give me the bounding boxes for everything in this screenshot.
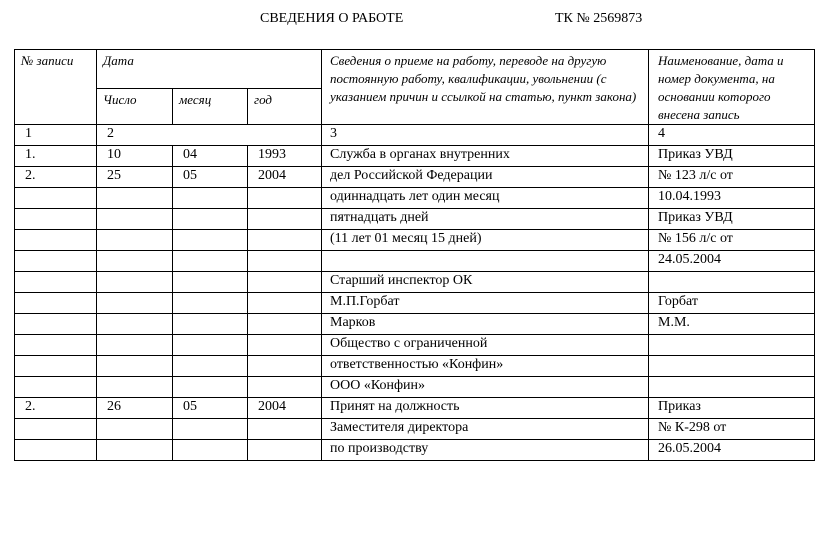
cell-record-number: 2.	[15, 167, 97, 188]
table-row	[15, 314, 815, 335]
cell-document: Приказ УВД	[649, 209, 815, 230]
cell-year	[248, 293, 322, 314]
cell-work-info: М.П.Горбат	[322, 293, 649, 314]
cell-record-number	[15, 377, 97, 398]
cell-day	[97, 188, 173, 209]
cell-record-number	[15, 356, 97, 377]
cell-year	[248, 230, 322, 251]
cell-day: 10	[97, 146, 173, 167]
header-record-number: № записи	[15, 50, 97, 125]
table-row	[15, 230, 815, 251]
cell-work-info: Принят на должность	[322, 398, 649, 419]
cell-month	[173, 188, 248, 209]
cell-document: № 156 л/с от	[649, 230, 815, 251]
cell-document: № К-298 от	[649, 419, 815, 440]
table-row	[15, 398, 815, 419]
cell-record-number	[15, 293, 97, 314]
cell-document	[649, 335, 815, 356]
cell-work-info: Служба в органах внутренних	[322, 146, 649, 167]
table-row	[15, 335, 815, 356]
cell-year	[248, 419, 322, 440]
cell-year	[248, 272, 322, 293]
cell-month	[173, 377, 248, 398]
cell-document: Горбат	[649, 293, 815, 314]
cell-month	[173, 314, 248, 335]
cell-document: Приказ	[649, 398, 815, 419]
cell-year	[248, 314, 322, 335]
cell-month: 05	[173, 167, 248, 188]
table-row	[15, 377, 815, 398]
cell-year	[248, 335, 322, 356]
table-row	[15, 188, 815, 209]
header-day: Число	[97, 89, 173, 125]
cell-year	[248, 251, 322, 272]
cell-work-info: пятнадцать дней	[322, 209, 649, 230]
cell-record-number	[15, 314, 97, 335]
cell-month	[173, 356, 248, 377]
cell-work-info: (11 лет 01 месяц 15 дней)	[322, 230, 649, 251]
table-row	[15, 251, 815, 272]
cell-day: 26	[97, 398, 173, 419]
table-row	[15, 293, 815, 314]
cell-day	[97, 272, 173, 293]
cell-document	[649, 356, 815, 377]
header-work-info: Сведения о приеме на работу, переводе на другую постоянную работу, квалификации, увольнении (с указанием причин и ссылкой на статью, пункт закона)	[322, 50, 649, 125]
cell-month	[173, 209, 248, 230]
column-number-2: 2	[97, 125, 322, 146]
table-row	[15, 440, 815, 461]
cell-work-info: ответственностью «Конфин»	[322, 356, 649, 377]
cell-month	[173, 230, 248, 251]
cell-month	[173, 251, 248, 272]
column-number-4: 4	[649, 125, 815, 146]
column-number-3: 3	[322, 125, 649, 146]
cell-day	[97, 335, 173, 356]
cell-record-number	[15, 209, 97, 230]
cell-year	[248, 356, 322, 377]
cell-record-number: 1.	[15, 146, 97, 167]
cell-year	[248, 440, 322, 461]
cell-document	[649, 272, 815, 293]
cell-document: 24.05.2004	[649, 251, 815, 272]
cell-year: 2004	[248, 398, 322, 419]
cell-day	[97, 251, 173, 272]
cell-day	[97, 440, 173, 461]
header-month: месяц	[173, 89, 248, 125]
cell-month	[173, 272, 248, 293]
cell-document: 26.05.2004	[649, 440, 815, 461]
table-row	[15, 356, 815, 377]
header-date: Дата	[97, 50, 322, 89]
column-number-row	[15, 125, 815, 146]
cell-work-info: ООО «Конфин»	[322, 377, 649, 398]
cell-month: 04	[173, 146, 248, 167]
cell-work-info	[322, 251, 649, 272]
cell-work-info: Марков	[322, 314, 649, 335]
table-row	[15, 419, 815, 440]
cell-year	[248, 209, 322, 230]
header-year: год	[248, 89, 322, 125]
table-row	[15, 272, 815, 293]
cell-year: 2004	[248, 167, 322, 188]
cell-document: № 123 л/с от	[649, 167, 815, 188]
cell-record-number: 2.	[15, 398, 97, 419]
table-row	[15, 167, 815, 188]
cell-document: 10.04.1993	[649, 188, 815, 209]
cell-month: 05	[173, 398, 248, 419]
cell-work-info: Общество с ограниченной	[322, 335, 649, 356]
table-row	[15, 209, 815, 230]
cell-record-number	[15, 440, 97, 461]
cell-month	[173, 293, 248, 314]
cell-work-info: Старший инспектор ОК	[322, 272, 649, 293]
table-row	[15, 146, 815, 167]
cell-month	[173, 440, 248, 461]
cell-day: 25	[97, 167, 173, 188]
document-title	[0, 11, 827, 31]
cell-document: М.М.	[649, 314, 815, 335]
cell-year	[248, 377, 322, 398]
cell-month	[173, 419, 248, 440]
cell-day	[97, 209, 173, 230]
page-heading: СВЕДЕНИЯ О РАБОТЕ	[260, 11, 404, 26]
header-document: Наименование, дата и номер документа, на основании которого внесена запись	[649, 50, 815, 125]
cell-day	[97, 230, 173, 251]
cell-day	[97, 293, 173, 314]
cell-work-info: по производству	[322, 440, 649, 461]
cell-work-info: одиннадцать лет один месяц	[322, 188, 649, 209]
cell-year	[248, 188, 322, 209]
cell-work-info: Заместителя директора	[322, 419, 649, 440]
cell-document: Приказ УВД	[649, 146, 815, 167]
cell-day	[97, 314, 173, 335]
cell-month	[173, 335, 248, 356]
cell-day	[97, 356, 173, 377]
employment-records-table	[14, 49, 815, 461]
cell-day	[97, 377, 173, 398]
cell-record-number	[15, 251, 97, 272]
cell-record-number	[15, 230, 97, 251]
cell-day	[97, 419, 173, 440]
work-book-number: ТК № 2569873	[555, 11, 643, 26]
cell-record-number	[15, 335, 97, 356]
cell-record-number	[15, 419, 97, 440]
cell-record-number	[15, 188, 97, 209]
cell-record-number	[15, 272, 97, 293]
column-number-1: 1	[15, 125, 97, 146]
cell-year: 1993	[248, 146, 322, 167]
cell-work-info: дел Российской Федерации	[322, 167, 649, 188]
cell-document	[649, 377, 815, 398]
